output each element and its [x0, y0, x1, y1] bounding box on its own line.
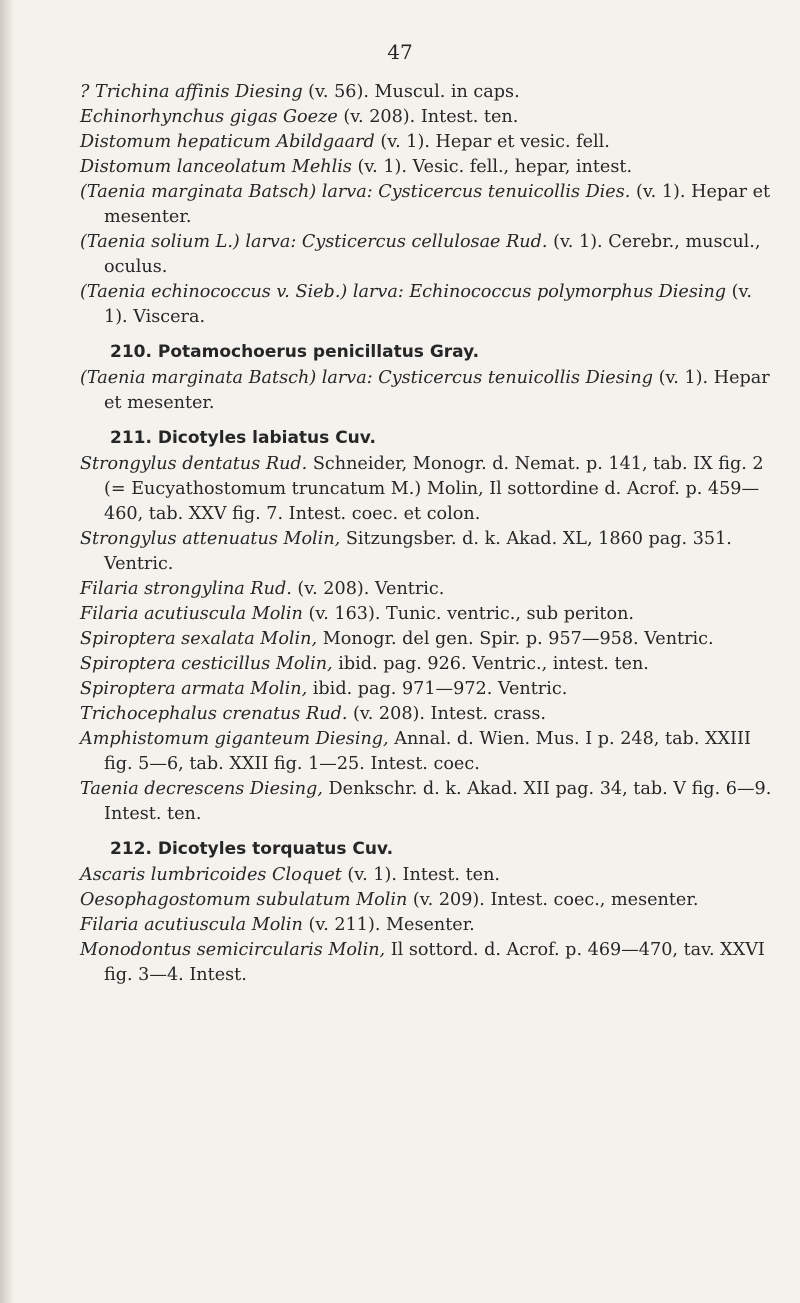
entry [80, 677, 780, 702]
entry-detail: ibid. pag. 926. Ventric., intest. ten. [338, 654, 649, 674]
taxon: Spiroptera armata Molin, [80, 679, 308, 699]
taxon: Echinorhynchus gigas Goeze [80, 107, 338, 127]
taxon: Oesophagostomum subulatum Molin [80, 890, 408, 910]
taxon: Spiroptera sexalata Molin, [80, 629, 318, 649]
entry [80, 105, 780, 130]
entry [80, 702, 780, 727]
entry [80, 777, 780, 827]
entry-detail: (v. 1). Vesic. fell., hepar, intest. [357, 157, 633, 177]
taxon: (Taenia echinococcus v. Sieb.) larva: Echinococcus polymorphus Diesing [80, 282, 727, 302]
entry-detail: (v. 1). Hepar et vesic. fell. [380, 132, 610, 152]
taxon: Distomum hepaticum Abildgaard [80, 132, 375, 152]
entry [80, 938, 780, 988]
entry [80, 577, 780, 602]
entry [80, 80, 780, 105]
entry-detail: Il sottord. d. Acrof. p. 469—470, tav. XXVI fig. 3—4. Intest. [104, 940, 765, 985]
taxon: Taenia decrescens Diesing, [80, 779, 323, 799]
scan-edge-shadow [0, 0, 14, 1303]
section-heading: 212. Dicotyles torquatus Cuv. [110, 839, 394, 859]
entry-detail: (v. 1). Intest. ten. [347, 865, 501, 885]
entry-detail: (v. 163). Tunic. ventric., sub periton. [308, 604, 635, 624]
entry [80, 155, 780, 180]
entry-detail: (v. 209). Intest. coec., mesenter. [412, 890, 699, 910]
taxon: (Taenia marginata Batsch) larva: Cysticercus tenuicollis Dies. [80, 182, 631, 202]
taxon: Ascaris lumbricoides Cloquet [80, 865, 342, 885]
entry-detail: ibid. pag. 971—972. Ventric. [312, 679, 568, 699]
taxon: Trichocephalus crenatus Rud. [80, 704, 348, 724]
taxon: Strongylus dentatus Rud. [80, 454, 308, 474]
entry-detail: Monogr. del gen. Spir. p. 957—958. Ventric. [322, 629, 714, 649]
entry [80, 652, 780, 677]
entry-detail: Sitzungsber. d. k. Akad. XL, 1860 pag. 351. Ventric. [104, 529, 732, 574]
entry-detail: (v. 1). Cerebr., muscul., oculus. [104, 232, 761, 277]
section-heading: 210. Potamochoerus penicillatus Gray. [110, 342, 480, 362]
entry [80, 130, 780, 155]
page-number: 47 [387, 40, 413, 64]
taxon: Filaria acutiuscula Molin [80, 604, 303, 624]
entry-detail: (v. 211). Mesenter. [308, 915, 475, 935]
entry [80, 180, 780, 230]
taxon: (Taenia marginata Batsch) larva: Cysticercus tenuicollis Diesing [80, 368, 653, 388]
entry-detail: (v. 1). Hepar et mesenter. [104, 368, 770, 413]
entry [80, 888, 780, 913]
entry [80, 727, 780, 777]
entry [80, 280, 780, 330]
section-heading: 211. Dicotyles labiatus Cuv. [110, 428, 376, 448]
entry [80, 527, 780, 577]
taxon: Strongylus attenuatus Molin, [80, 529, 341, 549]
entry-detail: Schneider, Monogr. d. Nemat. p. 141, tab. IX fig. 2 (= Eucyathostomum truncatum M.) Molin, Il sottordine d. Acrof. p. 459—460, tab. XXV fig. 7. Intest. coec. et colon. [104, 454, 764, 524]
taxon: Amphistomum giganteum Diesing, [80, 729, 389, 749]
taxon: Filaria strongylina Rud. [80, 579, 292, 599]
taxon: ? Trichina affinis Diesing [80, 82, 303, 102]
entry [80, 913, 780, 938]
taxon: Spiroptera cesticillus Molin, [80, 654, 333, 674]
taxon: Filaria acutiuscula Molin [80, 915, 303, 935]
entry-detail: Denkschr. d. k. Akad. XII pag. 34, tab. V fig. 6—9. Intest. ten. [104, 779, 772, 824]
taxon: Distomum lanceolatum Mehlis [80, 157, 352, 177]
entry [80, 452, 780, 527]
entry-detail: (v. 1). Viscera. [104, 282, 752, 327]
entry [80, 863, 780, 888]
entry-detail: (v. 1). Hepar et mesenter. [104, 182, 771, 227]
entry-detail: (v. 208). Intest. crass. [353, 704, 547, 724]
entry-detail: (v. 56). Muscul. in caps. [308, 82, 520, 102]
taxon: (Taenia solium L.) larva: Cysticercus cellulosae Rud. [80, 232, 548, 252]
entry [80, 602, 780, 627]
entry-detail: Annal. d. Wien. Mus. I p. 248, tab. XXIII fig. 5—6, tab. XXII fig. 1—25. Intest. coec. [104, 729, 751, 774]
entry-detail: (v. 208). Ventric. [297, 579, 445, 599]
entry [80, 230, 780, 280]
entry [80, 627, 780, 652]
entry-detail: (v. 208). Intest. ten. [343, 107, 519, 127]
page-content [80, 80, 780, 988]
taxon: Monodontus semicircularis Molin, [80, 940, 386, 960]
entry [80, 366, 780, 416]
